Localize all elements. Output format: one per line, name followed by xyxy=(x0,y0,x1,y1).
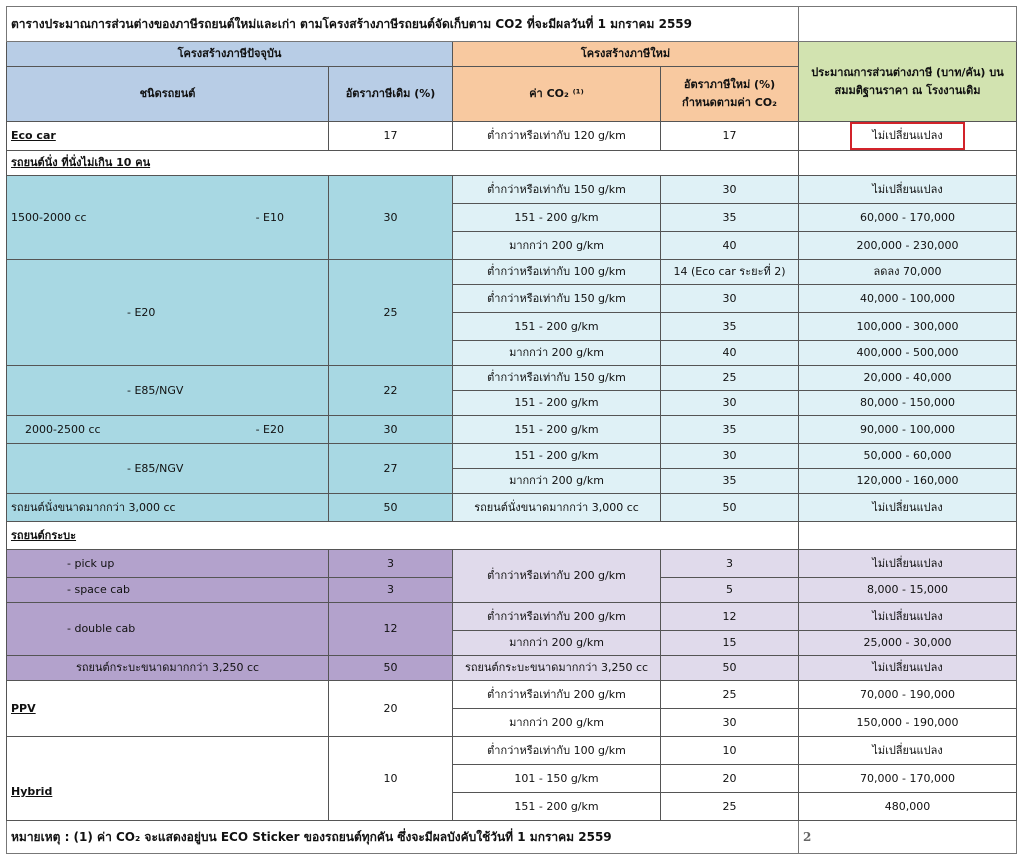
table-row-eco-car xyxy=(7,122,1017,151)
co2-cell: รถยนต์นั่งขนาดมากกว่า 3,000 cc xyxy=(453,494,661,522)
new-rate-cell: 25 xyxy=(661,793,799,821)
title-empty-cell xyxy=(799,7,1017,42)
new-rate-cell: 15 xyxy=(661,631,799,656)
section-pickup-title: รถยนต์กระบะ xyxy=(11,528,77,542)
estimate-cell: 150,000 - 190,000 xyxy=(799,709,1017,737)
tax-table-sheet xyxy=(6,6,1016,844)
co2-cell: 101 - 150 g/km xyxy=(453,765,661,793)
estimate-cell: ไม่เปลี่ยนแปลง xyxy=(799,494,1017,522)
co2-cell: ต่ำกว่าหรือเท่ากับ 150 g/km xyxy=(453,366,661,391)
label-double-cab: - double cab xyxy=(7,603,329,656)
co2-cell: มากกว่า 200 g/km xyxy=(453,232,661,260)
co2-cell: 151 - 200 g/km xyxy=(453,444,661,469)
old-rate-bigp: 50 xyxy=(329,494,453,522)
label-pick-up: - pick up xyxy=(7,550,329,578)
footnote: หมายเหตุ : (1) ค่า CO₂ จะแสดงอยู่บน ECO Sticker ของรถยนต์ทุกคัน ซึ่งจะมีผลบังคับใช้วันที่ 1 มกราคม 2559 xyxy=(7,821,799,854)
section-passenger-empty xyxy=(799,151,1017,176)
label-e10: - E10 xyxy=(255,210,284,224)
estimate-cell: 200,000 - 230,000 xyxy=(799,232,1017,260)
table-row xyxy=(7,550,1017,578)
old-rate-e20b: 30 xyxy=(329,416,453,444)
estimate-eco xyxy=(799,122,1017,151)
co2-cell: ต่ำกว่าหรือเท่ากับ 200 g/km xyxy=(453,603,661,631)
new-rate-cell: 12 xyxy=(661,603,799,631)
label-e20: - E20 xyxy=(7,260,329,366)
old-rate-eco: 17 xyxy=(329,122,453,151)
table-row xyxy=(7,681,1017,709)
estimate-cell: ไม่เปลี่ยนแปลง xyxy=(799,603,1017,631)
header-new-rate xyxy=(661,67,799,122)
new-rate-cell: 30 xyxy=(661,176,799,204)
co2-cell: 151 - 200 g/km xyxy=(453,313,661,341)
estimate-cell: ไม่เปลี่ยนแปลง xyxy=(799,737,1017,765)
label-big-passenger: รถยนต์นั่งขนาดมากกว่า 3,000 cc xyxy=(7,494,329,522)
table-row xyxy=(7,260,1017,285)
footnote-row xyxy=(7,821,1017,854)
header-estimate: ประมาณการส่วนต่างภาษี (บาท/คัน) บนสมมติฐานราคา ณ โรงงานเดิม xyxy=(799,42,1017,122)
table-row xyxy=(7,656,1017,681)
tax-comparison-table xyxy=(6,6,1017,854)
estimate-cell: ลดลง 70,000 xyxy=(799,260,1017,285)
co2-cell: ต่ำกว่าหรือเท่ากับ 100 g/km xyxy=(453,737,661,765)
co2-cell: ต่ำกว่าหรือเท่ากับ 200 g/km xyxy=(453,681,661,709)
co2-cell: 151 - 200 g/km xyxy=(453,416,661,444)
section-pickup-empty xyxy=(799,522,1017,550)
estimate-cell: ไม่เปลี่ยนแปลง xyxy=(799,656,1017,681)
old-rate-pickup: 3 xyxy=(329,550,453,578)
label-e20b: - E20 xyxy=(255,422,284,436)
header-row-1 xyxy=(7,42,1017,67)
section-passenger-title: รถยนต์นั่ง ที่นั่งไม่เกิน 10 คน xyxy=(11,156,151,169)
label-eco-car: Eco car xyxy=(11,129,56,142)
new-rate-cell: 20 xyxy=(661,765,799,793)
new-rate-cell: 35 xyxy=(661,313,799,341)
highlight-box: ไม่เปลี่ยนแปลง xyxy=(850,122,964,150)
label-ppv: PPV xyxy=(11,701,36,715)
co2-eco: ต่ำกว่าหรือเท่ากับ 120 g/km xyxy=(453,122,661,151)
old-rate-doublecab: 12 xyxy=(329,603,453,656)
new-rate-cell: 35 xyxy=(661,416,799,444)
old-rate-e10: 30 xyxy=(329,176,453,260)
new-rate-cell: 30 xyxy=(661,285,799,313)
new-rate-cell: 14 (Eco car ระยะที่ 2) xyxy=(661,260,799,285)
title-row xyxy=(7,7,1017,42)
co2-cell: มากกว่า 200 g/km xyxy=(453,469,661,494)
table-row xyxy=(7,603,1017,631)
co2-cell: ต่ำกว่าหรือเท่ากับ 200 g/km xyxy=(453,550,661,603)
cell-1500-2000-e10 xyxy=(7,176,329,260)
section-row-pickup xyxy=(7,522,1017,550)
co2-cell: 151 - 200 g/km xyxy=(453,793,661,821)
new-rate-cell: 5 xyxy=(661,578,799,603)
label-2000-2500: 2000-2500 cc xyxy=(25,422,101,436)
header-new-rate-line2: กำหนดตามค่า CO₂ xyxy=(682,96,777,109)
page-number: 2 xyxy=(799,821,1017,854)
estimate-cell: 80,000 - 150,000 xyxy=(799,391,1017,416)
table-row xyxy=(7,366,1017,391)
label-space-cab: - space cab xyxy=(7,578,329,603)
co2-cell: รถยนต์กระบะขนาดมากกว่า 3,250 cc xyxy=(453,656,661,681)
new-rate-cell: 50 xyxy=(661,656,799,681)
old-rate-hybrid: 10 xyxy=(329,737,453,821)
header-co2: ค่า CO₂ ⁽¹⁾ xyxy=(453,67,661,122)
estimate-cell: 70,000 - 170,000 xyxy=(799,765,1017,793)
estimate-cell: 20,000 - 40,000 xyxy=(799,366,1017,391)
new-rate-cell: 30 xyxy=(661,709,799,737)
old-rate-e85b: 27 xyxy=(329,444,453,494)
estimate-cell: 480,000 xyxy=(799,793,1017,821)
table-row xyxy=(7,176,1017,204)
new-rate-cell: 40 xyxy=(661,232,799,260)
section-row-passenger xyxy=(7,151,1017,176)
new-rate-cell: 10 xyxy=(661,737,799,765)
new-rate-cell: 35 xyxy=(661,469,799,494)
label-big-pickup: รถยนต์กระบะขนาดมากกว่า 3,250 cc xyxy=(7,656,329,681)
old-rate-spacecab: 3 xyxy=(329,578,453,603)
header-new-rate-line1: อัตราภาษีใหม่ (%) xyxy=(683,78,776,91)
co2-cell: มากกว่า 200 g/km xyxy=(453,709,661,737)
new-rate-cell: 50 xyxy=(661,494,799,522)
header-car-type: ชนิดรถยนต์ xyxy=(7,67,329,122)
co2-cell: ต่ำกว่าหรือเท่ากับ 150 g/km xyxy=(453,176,661,204)
label-e85b: - E85/NGV xyxy=(7,444,329,494)
table-row xyxy=(7,416,1017,444)
estimate-cell: 25,000 - 30,000 xyxy=(799,631,1017,656)
table-row xyxy=(7,494,1017,522)
estimate-cell: 8,000 - 15,000 xyxy=(799,578,1017,603)
header-current-structure: โครงสร้างภาษีปัจจุบัน xyxy=(7,42,453,67)
old-rate-bigpu: 50 xyxy=(329,656,453,681)
estimate-cell: 400,000 - 500,000 xyxy=(799,341,1017,366)
cell-2000-2500-e20 xyxy=(7,416,329,444)
table-title: ตารางประมาณการส่วนต่างของภาษีรถยนต์ใหม่และเก่า ตามโครงสร้างภาษีรถยนต์จัดเก็บตาม CO2 ที่จะมีผลวันที่ 1 มกราคม 2559 xyxy=(7,7,799,42)
co2-cell: ต่ำกว่าหรือเท่ากับ 100 g/km xyxy=(453,260,661,285)
estimate-cell: 90,000 - 100,000 xyxy=(799,416,1017,444)
co2-cell: 151 - 200 g/km xyxy=(453,204,661,232)
new-rate-cell: 25 xyxy=(661,681,799,709)
estimate-cell: 40,000 - 100,000 xyxy=(799,285,1017,313)
co2-cell: 151 - 200 g/km xyxy=(453,391,661,416)
old-rate-e85: 22 xyxy=(329,366,453,416)
table-row xyxy=(7,737,1017,765)
table-row xyxy=(7,444,1017,469)
new-rate-cell: 40 xyxy=(661,341,799,366)
estimate-cell: 60,000 - 170,000 xyxy=(799,204,1017,232)
estimate-cell: 50,000 - 60,000 xyxy=(799,444,1017,469)
estimate-cell: 70,000 - 190,000 xyxy=(799,681,1017,709)
new-rate-cell: 25 xyxy=(661,366,799,391)
co2-cell: มากกว่า 200 g/km xyxy=(453,341,661,366)
header-old-rate: อัตราภาษีเดิม (%) xyxy=(329,67,453,122)
estimate-cell: 120,000 - 160,000 xyxy=(799,469,1017,494)
co2-cell: มากกว่า 200 g/km xyxy=(453,631,661,656)
co2-cell: ต่ำกว่าหรือเท่ากับ 150 g/km xyxy=(453,285,661,313)
old-rate-e20: 25 xyxy=(329,260,453,366)
estimate-cell: ไม่เปลี่ยนแปลง xyxy=(799,550,1017,578)
estimate-cell: ไม่เปลี่ยนแปลง xyxy=(799,176,1017,204)
label-e85: - E85/NGV xyxy=(7,366,329,416)
header-new-structure: โครงสร้างภาษีใหม่ xyxy=(453,42,799,67)
old-rate-ppv: 20 xyxy=(329,681,453,737)
estimate-cell: 100,000 - 300,000 xyxy=(799,313,1017,341)
label-hybrid: Hybrid xyxy=(11,785,53,798)
new-rate-cell: 30 xyxy=(661,444,799,469)
new-rate-eco: 17 xyxy=(661,122,799,151)
new-rate-cell: 35 xyxy=(661,204,799,232)
new-rate-cell: 3 xyxy=(661,550,799,578)
label-1500-2000: 1500-2000 cc xyxy=(11,210,87,224)
new-rate-cell: 30 xyxy=(661,391,799,416)
